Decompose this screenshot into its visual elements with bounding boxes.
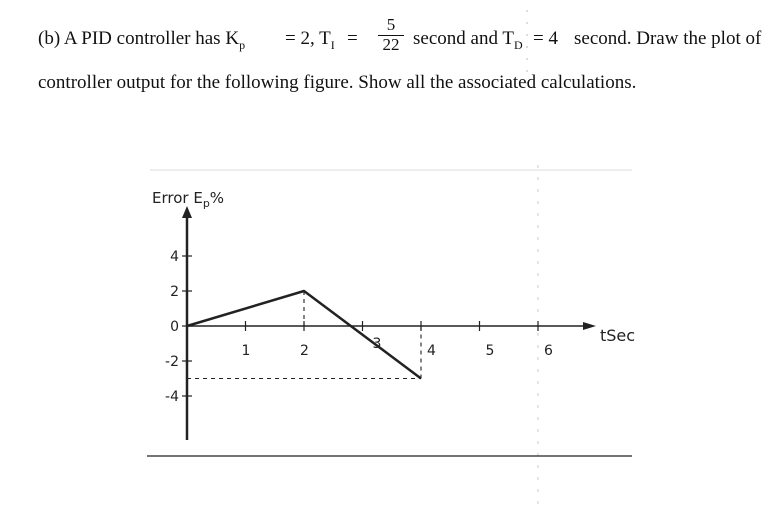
question-end: second. Draw the plot of: [574, 28, 762, 49]
x-tick-label: 6: [544, 343, 553, 359]
error-signal-line: [187, 291, 421, 379]
question-line-2: controller output for the following figure. Show all the associated calculations.: [38, 72, 637, 93]
x-tick-label: 5: [485, 343, 495, 359]
y-tick-label: -2: [165, 354, 179, 370]
question-prefix: (b) A PID controller has $K_p$: [38, 28, 246, 52]
x-axis-label: tSec: [600, 326, 636, 345]
y-tick-label: 2: [170, 284, 179, 300]
ti-fraction: $\frac{5}{22}$: [378, 16, 404, 54]
y-tick-label: 4: [170, 249, 179, 265]
x-tick-label: 4: [427, 343, 436, 359]
x-ticks: [242, 321, 554, 359]
x-axis-arrow: [583, 322, 596, 330]
ti-unit-text: second and $T_D$: [413, 28, 523, 52]
y-axis-label: Error $E_p\%$: [152, 189, 225, 210]
ti-equals: =: [347, 28, 358, 49]
x-tick-label: 2: [300, 343, 309, 359]
x-tick-label: 3: [372, 336, 382, 352]
y-axis-arrow: [182, 206, 192, 218]
kp-value: = 2, $T_I$: [285, 28, 335, 52]
x-tick-label: 1: [241, 343, 251, 359]
guide-lines: [187, 291, 421, 379]
y-tick-label: 0: [170, 319, 179, 335]
td-value: = 4: [533, 28, 558, 49]
y-tick-label: -4: [165, 389, 179, 405]
